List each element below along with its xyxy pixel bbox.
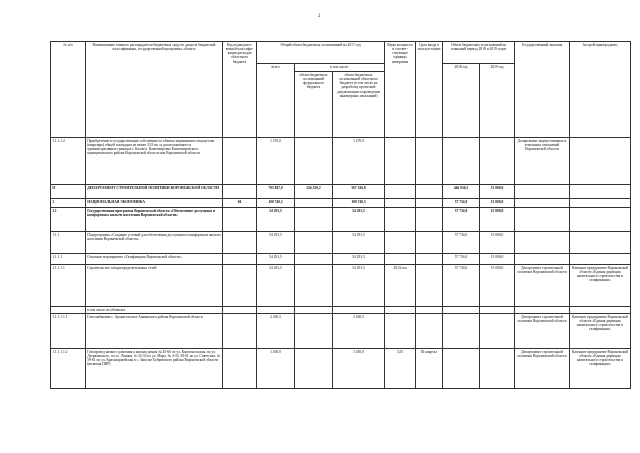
cell-name: Строительство газораспределительных сетей	[86, 265, 223, 307]
cell-federal: 226 520,2	[295, 185, 333, 199]
cell-name: Газоснабжение с. Архангельское Аннинского района Воронежской области	[86, 314, 223, 349]
cell-name: ДЕПАРТАМЕНТ СТРОИТЕЛЬНОЙ ПОЛИТИКИ ВОРОНЕЖСКОЙ ОБЛАСТИ	[86, 185, 223, 199]
cell-customer: Департамент имущественных и земельных отношений Воронежской области	[515, 138, 570, 185]
header-kind: Виды мощности и соответ-ствующие единицы измерения	[385, 42, 416, 138]
investment-table	[50, 41, 631, 389]
cell-num: 1.1.1.1	[51, 254, 86, 265]
header-code: Код подведомст-венной классифи-кации расходов областного бюджета	[223, 42, 257, 138]
cell-num: 1.1.1	[51, 232, 86, 254]
cell-developer	[570, 254, 631, 265]
header-regional: объем бюджетных ассигнований областного бюджета (в том числе на разработку проектной документации и проведение инженерных изысканий)	[333, 72, 385, 138]
cell-num: II	[51, 185, 86, 199]
cell-total: 1 450,0	[257, 349, 295, 389]
cell-developer	[570, 232, 631, 254]
header-incl: в том числе:	[295, 64, 385, 72]
cell-y2018: 446 036,5	[443, 185, 480, 199]
cell-federal	[295, 307, 333, 314]
cell-total	[257, 307, 295, 314]
table-row	[51, 307, 631, 314]
cell-kind	[385, 307, 416, 314]
cell-y2019	[480, 307, 515, 314]
cell-kind	[385, 138, 416, 185]
header-federal: объем бюджетных ассигнований федерального бюджета	[295, 72, 333, 138]
cell-code	[223, 232, 257, 254]
cell-term	[416, 307, 443, 314]
cell-term	[416, 185, 443, 199]
table-row	[51, 199, 631, 208]
cell-y2019: 15 000,0	[480, 265, 515, 307]
cell-regional: 54 291,5	[333, 254, 385, 265]
cell-code	[223, 349, 257, 389]
cell-regional: 54 291,5	[333, 208, 385, 232]
cell-kind: 3,55	[385, 349, 416, 389]
cell-developer	[570, 199, 631, 208]
cell-code	[223, 254, 257, 265]
header-plan: Объем бюджетных ассигнований на плановый период 2018 и 2019 годов	[443, 42, 515, 64]
cell-num: 1	[51, 199, 86, 208]
cell-num: 1.1.1.1.2	[51, 138, 86, 185]
cell-name: Государственная программа Воронежской области «Обеспечение доступным и комфортным жильем населения Воронежской области»	[86, 208, 223, 232]
cell-num: 1.1	[51, 208, 86, 232]
cell-term	[416, 232, 443, 254]
header-total: всего	[257, 64, 295, 138]
cell-federal	[295, 349, 333, 389]
table-row	[51, 185, 631, 199]
cell-y2018	[443, 307, 480, 314]
cell-total: 793 847,0	[257, 185, 295, 199]
header-volume: Общий объем бюджетных ассигнований на 2017 год	[257, 42, 385, 64]
cell-customer	[515, 208, 570, 232]
cell-total: 2 430,5	[257, 314, 295, 349]
cell-code	[223, 265, 257, 307]
cell-regional: 1 450,0	[333, 349, 385, 389]
header-2018: 2018 год	[443, 64, 480, 138]
cell-num: 1.1.1.1.1	[51, 265, 86, 307]
page-number: 2	[318, 14, 321, 19]
cell-regional: 567 326,8	[333, 185, 385, 199]
table-row	[51, 254, 631, 265]
cell-kind	[385, 199, 416, 208]
cell-y2018	[443, 314, 480, 349]
cell-y2018: 57 734,0	[443, 208, 480, 232]
cell-name: Подпрограмма «Создание условий для обеспечения доступным и комфортным жильем населения Воронежской области»	[86, 232, 223, 254]
table-row	[51, 314, 631, 349]
cell-y2019: 15 000,0	[480, 208, 515, 232]
cell-customer	[515, 199, 570, 208]
cell-term	[416, 199, 443, 208]
cell-federal	[295, 208, 333, 232]
table-row	[51, 208, 631, 232]
cell-term	[416, 254, 443, 265]
header-developer: Застрой-щик/продавец	[570, 42, 631, 138]
cell-term	[416, 208, 443, 232]
cell-code	[223, 138, 257, 185]
cell-code	[223, 314, 257, 349]
cell-kind	[385, 208, 416, 232]
cell-federal	[295, 314, 333, 349]
cell-term	[416, 265, 443, 307]
cell-name: Основное мероприятие «Газификация Воронежской области»	[86, 254, 223, 265]
cell-num: 1.1.1.1.1.1	[51, 314, 86, 349]
cell-developer	[570, 138, 631, 185]
cell-developer	[570, 208, 631, 232]
cell-term	[416, 138, 443, 185]
cell-y2018	[443, 138, 480, 185]
cell-regional	[333, 307, 385, 314]
table-row	[51, 138, 631, 185]
header-name: Наименование главного распорядителя бюджетных средств, раздела бюджетной классификации, государственной программы, объекта	[86, 42, 223, 138]
cell-kind	[385, 314, 416, 349]
cell-y2018: 57 734,0	[443, 265, 480, 307]
cell-customer	[515, 307, 570, 314]
cell-developer	[570, 185, 631, 199]
cell-code	[223, 307, 257, 314]
cell-customer: Департамент строительной политики Воронежской области	[515, 349, 570, 389]
cell-y2018: 57 734,0	[443, 199, 480, 208]
cell-regional: 2 430,5	[333, 314, 385, 349]
cell-federal	[295, 265, 333, 307]
cell-y2019: 15 000,0	[480, 232, 515, 254]
cell-total: 54 291,5	[257, 208, 295, 232]
cell-developer: Казенное предприятие Воронежской области «Единая дирекция капитального строительства и газификации»	[570, 314, 631, 349]
cell-kind: 29,52 км	[385, 265, 416, 307]
cell-federal	[295, 232, 333, 254]
cell-regional: 1 270,0	[333, 138, 385, 185]
cell-num: 1.1.1.1.1.2	[51, 349, 86, 389]
cell-regional: 100 740,3	[333, 199, 385, 208]
cell-total: 54 291,5	[257, 265, 295, 307]
cell-developer: Казенное предприятие Воронежской области «Единая дирекция капитального строительства и газификации»	[570, 265, 631, 307]
cell-y2019: 15 000,0	[480, 199, 515, 208]
cell-kind	[385, 254, 416, 265]
cell-total: 54 291,5	[257, 254, 295, 265]
cell-customer	[515, 185, 570, 199]
cell-total: 54 291,5	[257, 232, 295, 254]
cell-customer	[515, 254, 570, 265]
cell-total: 100 740,3	[257, 199, 295, 208]
cell-y2018	[443, 349, 480, 389]
cell-federal	[295, 254, 333, 265]
cell-y2018: 57 734,0	[443, 232, 480, 254]
header-num: № п/п	[51, 42, 86, 138]
header-term: Срок ввода в эксплуа-тацию	[416, 42, 443, 138]
table-row	[51, 349, 631, 389]
cell-y2019	[480, 138, 515, 185]
table-row	[51, 232, 631, 254]
cell-term: III квартал	[416, 349, 443, 389]
cell-federal	[295, 199, 333, 208]
header-customer: Государственный заказчик	[515, 42, 570, 138]
cell-regional: 54 291,5	[333, 265, 385, 307]
cell-code	[223, 185, 257, 199]
cell-total: 1 270,0	[257, 138, 295, 185]
cell-y2019: 51 000,0	[480, 185, 515, 199]
cell-name: в том числе по объектам:	[86, 307, 223, 314]
cell-name: Приобретение в государственную собственность объекта недвижимого имущества (квартиры) общей площадью не менее 33,9 кв. м, расположенного в административных границах г. Калач/п. Кантемировка Кантемировского муниципального района Воронежской области или Воронежской области	[86, 138, 223, 185]
cell-num	[51, 307, 86, 314]
table-row	[51, 265, 631, 307]
cell-regional: 54 291,5	[333, 232, 385, 254]
cell-y2019: 15 000,0	[480, 254, 515, 265]
cell-kind	[385, 232, 416, 254]
cell-y2019	[480, 349, 515, 389]
cell-y2018: 57 734,0	[443, 254, 480, 265]
cell-kind	[385, 185, 416, 199]
cell-term	[416, 314, 443, 349]
cell-name: Газопровод низкого давления к жилым домам № 45-66 по ул. Комсомольская, по ул. Дзержинского, по ул. Ленина, № 32-33 по ул. Мира, № 4-35, 58-61 по ул. Советская, № 59-61 по ул. Красноармейская в с. Заполье Бобровского района Воронежской области (включая ПИР)	[86, 349, 223, 389]
cell-developer: Казенное предприятие Воронежской области «Единая дирекция капитального строительства и газификации»	[570, 349, 631, 389]
cell-code	[223, 208, 257, 232]
cell-customer: Департамент строительной политики Воронежской области	[515, 265, 570, 307]
cell-name: НАЦИОНАЛЬНАЯ ЭКОНОМИКА	[86, 199, 223, 208]
cell-y2019	[480, 314, 515, 349]
header-2019: 2019 год	[480, 64, 515, 138]
cell-customer: Департамент строительной политики Воронежской области	[515, 314, 570, 349]
cell-developer	[570, 307, 631, 314]
cell-federal	[295, 138, 333, 185]
cell-code: 04	[223, 199, 257, 208]
cell-customer	[515, 232, 570, 254]
